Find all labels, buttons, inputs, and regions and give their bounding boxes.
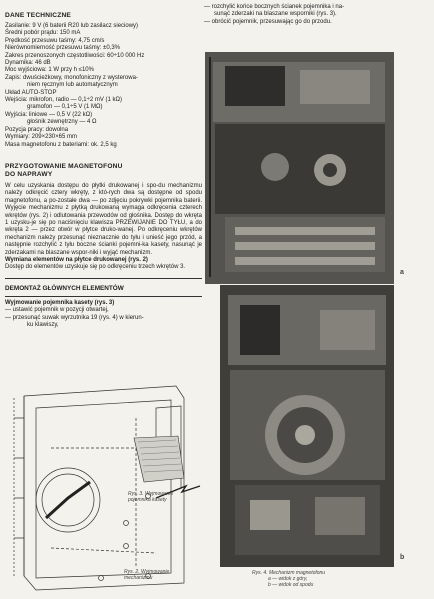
list-item: — ustawić pojemnik w pozycji otwartej, — [5, 307, 109, 314]
spec-line: Nierównomierność przesuwu taśmy: ±0,3% — [5, 45, 121, 52]
spec-line: Zakres przenoszonych częstotliwości: 60÷10 000 Hz — [5, 52, 145, 59]
section-title-repair: PRZYGOTOWANIE MAGNETOFONU — [5, 162, 123, 170]
spec-line: Masa magnetofonu z bateriami: ok. 2,5 kg — [5, 141, 117, 148]
section-rule — [5, 296, 202, 297]
spec-line: Moc wyjściowa: 1 W przy h ≤10% — [5, 67, 94, 74]
cassette-holder-hatch — [134, 436, 184, 482]
spec-line: Zapis: dwuścieżkowy, monofoniczny z wysterowa- — [5, 74, 138, 81]
list-item: — przesunąć suwak wyrzutnika 19 (rys. 4) w kierun- — [5, 314, 144, 321]
right-column — [204, 4, 429, 26]
section-rule — [5, 278, 202, 279]
spec-line: Dynamika: 46 dB — [5, 60, 51, 67]
spec-line: Średni pobór prądu: 150 mA — [5, 30, 81, 37]
repair-paragraph: W celu uzyskania dostępu do płytki drukowanej i spo-du mechanizmu należy odkręcić cztery wkręty, z któ-rych dwa są dostępne od spodu magnetofonu, a po-zostałe dwa — po zdjęciu pokrywki pojemnika baterii. Wyjęcie mechanizmu z płytką drukowaną wymaga odkręcenia czterech wkrętów (rys. 2) i odlutowania przewodów od głośnika. Dostęp do wkręta 1 uzysku-je się po naciśnięciu klawisza PRZEWIJANIE DO TYŁU, a do wkręta 2 — przez otwór w płytce druko-wanej. Po odkręceniu wkrętów mechanizm należy przesunąć nieznacznie do tyłu i unieść jego przód, a następnie rozchylić z tyłu boczne ścianki pojemni-ka kasety, nasunąć je zderzakami na blaszane wspor-niki i wyjąć mechanizm. — [5, 182, 202, 256]
section-title-disassembly: DEMONTAŻ GŁÓWNYCH ELEMENTÓW — [5, 284, 124, 292]
spec-line: Pozycja pracy: dowolna — [5, 126, 69, 133]
spec-line: Układ AUTO-STOP — [5, 89, 57, 96]
mechanism-photo-bottom — [220, 285, 394, 567]
list-item: — obrócić pojemnik, przesuwając go do przodu. — [204, 18, 332, 25]
spec-line: Wyjścia: liniowe — 0,5 V (22 kΩ) — [5, 111, 93, 118]
list-item: ku klawiszy, — [27, 322, 59, 328]
photo-label-b: b — [400, 554, 405, 561]
mechanism-photo-top — [205, 52, 394, 284]
figure-4-caption: Rys. 4. Mechanizm magnetofonu — [252, 570, 326, 576]
left-column — [5, 4, 202, 329]
figure-3-caption: Rys. 3. Wyjmowanie pojemnika kasety — [128, 491, 174, 503]
section-title-repair-line2: DO NAPRAWY — [5, 170, 53, 178]
pcb-paragraph: Dostęp do elementów uzyskuje się po odkręceniu trzech wkrętów 3. — [5, 264, 186, 271]
figure-4-caption-a: a — widok z góry, — [268, 576, 308, 582]
spec-line: Wejścia: mikrofon, radio — 0,1÷2 mV (1 kΩ) — [5, 97, 123, 104]
spec-line: Zasilanie: 9 V (6 baterii R20 lub zasilacz sieciowy) — [5, 23, 139, 29]
figure-4-caption-b: b — widok od spodu — [268, 582, 314, 588]
list-item: — rozchylić końce bocznych ścianek pojemnika i na- — [204, 4, 345, 10]
spec-line: Wymiary: 209×230×65 mm — [5, 134, 77, 141]
section-title-specs: DANE TECHNICZNE — [5, 12, 72, 19]
spec-line: gramofon — 0,1÷5 V (1 MΩ) — [27, 104, 103, 111]
spec-line: niem ręcznym lub automatycznym — [27, 82, 118, 89]
cassette-removal-title: Wyjmowanie pojemnika kasety (rys. 3) — [5, 299, 115, 306]
list-item: sunąć zderzaki na blaszane wsporniki (rys. 3). — [214, 11, 337, 18]
pcb-title: Wymiana elementów na płytce drukowanej (rys. 2) — [5, 256, 148, 263]
spec-line: głośnik zewnętrzny — 4 Ω — [27, 119, 97, 126]
mechanism-line-drawing — [6, 378, 206, 593]
spec-line: Prędkość przesuwu taśmy: 4,75 cm/s — [5, 37, 105, 44]
photo-label-a: a — [400, 269, 404, 276]
figure-2-caption: Rys. 2. Wyjmowanie mechanizmu — [124, 569, 170, 581]
